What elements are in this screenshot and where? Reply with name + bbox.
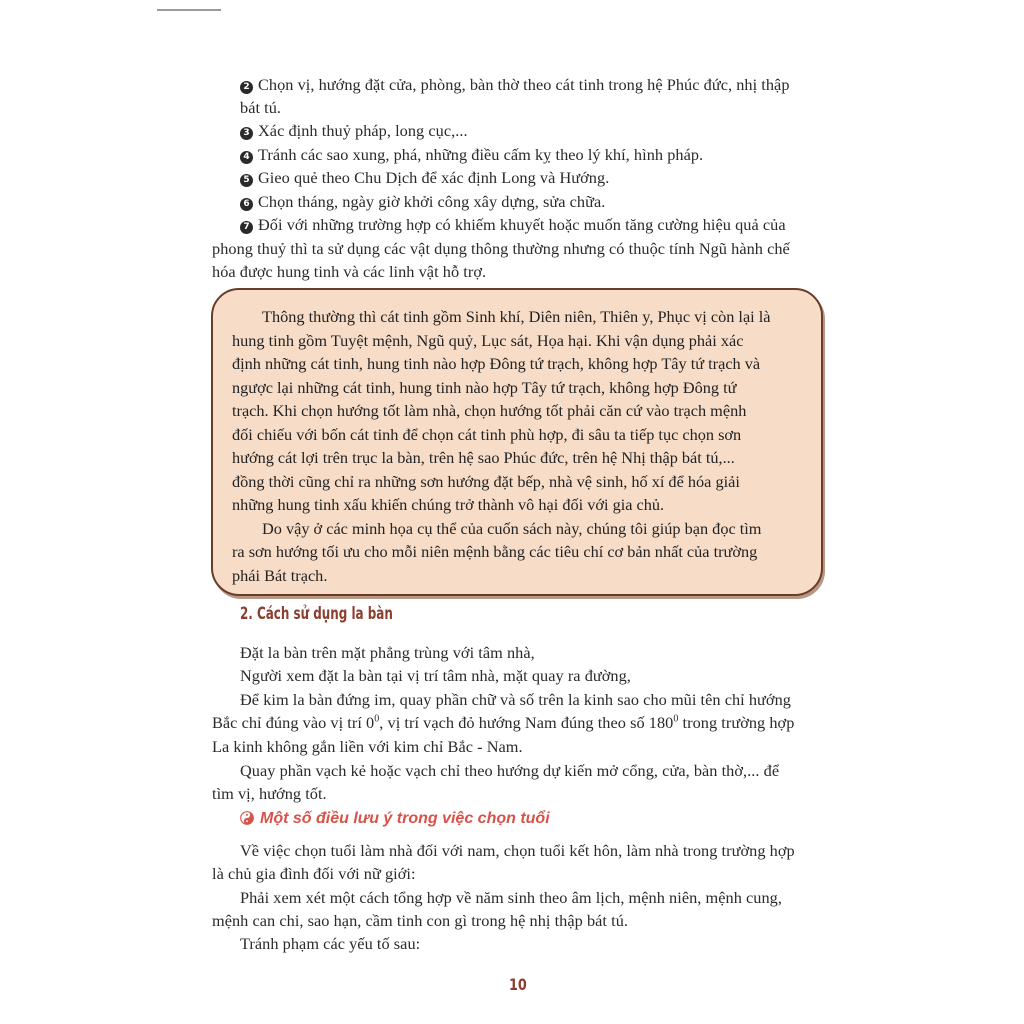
callout-line: những hung tinh xấu khiến chúng trở thành vô hại đối với gia chủ. <box>232 495 665 514</box>
item-6: 6 Chọn tháng, ngày giờ khởi công xây dựng, sửa chữa. <box>240 191 605 213</box>
item-4: 4 Tránh các sao xung, phá, những điều cấm kỵ theo lý khí, hình pháp. <box>240 144 703 166</box>
callout-line: Do vậy ở các minh họa cụ thể của cuốn sách này, chúng tôi giúp bạn đọc tìm <box>262 519 762 538</box>
compass-line: Để kim la bàn đứng im, quay phần chữ và số trên la kinh sao cho mũi tên chỉ hướng <box>240 690 791 709</box>
compass-line: Người xem đặt la bàn tại vị trí tâm nhà, mặt quay ra đường, <box>240 666 631 685</box>
item-7-line-2: phong thuỷ thì ta sử dụng các vật dụng thông thường nhưng có thuộc tính Ngũ hành chế <box>212 239 790 258</box>
age-line: là chủ gia đình đối với nữ giới: <box>212 864 416 883</box>
compass-line: tìm vị, hướng tốt. <box>212 784 327 803</box>
yin-yang-icon <box>240 811 254 825</box>
callout-line: ra sơn hướng tối ưu cho mỗi niên mệnh bằng các tiêu chí cơ bản nhất của trường <box>232 542 758 561</box>
sub-heading: Một số điều lưu ý trong việc chọn tuổi <box>240 810 550 828</box>
callout-line: đồng thời cũng chỉ ra những sơn hướng đặt bếp, nhà vệ sinh, hố xí để hóa giải <box>232 472 740 491</box>
compass-line: Đặt la bàn trên mặt phẳng trùng với tâm nhà, <box>240 643 535 662</box>
number-badge: 3 <box>240 127 253 140</box>
number-badge: 5 <box>240 174 253 187</box>
callout-line: định những cát tinh, hung tinh nào hợp Đông tứ trạch, không hợp Tây tứ trạch và <box>232 354 761 373</box>
item-3: 3 Xác định thuỷ pháp, long cục,... <box>240 120 468 142</box>
number-badge: 6 <box>240 198 253 211</box>
age-line: Về việc chọn tuổi làm nhà đối với nam, chọn tuổi kết hôn, làm nhà trong trường hợp <box>240 841 795 860</box>
item-5: 5 Gieo quẻ theo Chu Dịch để xác định Long và Hướng. <box>240 167 609 189</box>
section-heading: 2. Cách sử dụng la bàn <box>240 604 393 624</box>
callout-line: phái Bát trạch. <box>232 566 328 585</box>
callout-line: Thông thường thì cát tinh gồm Sinh khí, Diên niên, Thiên y, Phục vị còn lại là <box>262 307 771 326</box>
age-line: Phải xem xét một cách tổng hợp về năm sinh theo âm lịch, mệnh niên, mệnh cung, <box>240 888 782 907</box>
compass-line: Bắc chỉ đúng vào vị trí $0^0$, vị trí vạch đỏ hướng Nam đúng theo số $180^0$ trong trường hợp <box>212 713 795 732</box>
callout-line: hung tinh gồm Tuyệt mệnh, Ngũ quỷ, Lục sát, Họa hại. Khi vận dụng phải xác <box>232 331 744 350</box>
callout-line: ngược lại những cát tinh, hung tinh nào hợp Tây tứ trạch, không hợp Đông tứ <box>232 378 737 397</box>
item-2-line-2: bát tú. <box>240 98 282 117</box>
number-badge: 2 <box>240 81 253 94</box>
item-7-line-1: 7 Đối với những trường hợp có khiếm khuyết hoặc muốn tăng cường hiệu quả của <box>240 214 786 236</box>
callout-line: hướng cát lợi trên trục la bàn, trên hệ sao Phúc đức, trên hệ Nhị thập bát tú,... <box>232 448 735 467</box>
callout-line: đối chiếu với bốn cát tinh để chọn cát tinh phù hợp, đi sâu ta tiếp tục chọn sơn <box>232 425 742 444</box>
number-badge: 7 <box>240 221 253 234</box>
compass-line: La kinh không gắn liền với kim chỉ Bắc - Nam. <box>212 737 523 756</box>
item-2-line-1: 2 Chọn vị, hướng đặt cửa, phòng, bàn thờ theo cát tinh trong hệ Phúc đức, nhị thập <box>240 74 790 96</box>
top-rule <box>157 9 221 11</box>
callout-line: trạch. Khi chọn hướng tốt làm nhà, chọn hướng tốt phải căn cứ vào trạch mệnh <box>232 401 747 420</box>
compass-line: Quay phần vạch kẻ hoặc vạch chỉ theo hướng dự kiến mở cổng, cửa, bàn thờ,... để <box>240 761 780 780</box>
page-number: 10 <box>509 975 527 994</box>
age-line: Tránh phạm các yếu tố sau: <box>240 934 421 953</box>
number-badge: 4 <box>240 151 253 164</box>
item-7-line-3: hóa được hung tinh và các linh vật hỗ trợ. <box>212 262 487 281</box>
age-line: mệnh can chi, sao hạn, cầm tinh con gì trong hệ nhị thập bát tú. <box>212 911 629 930</box>
